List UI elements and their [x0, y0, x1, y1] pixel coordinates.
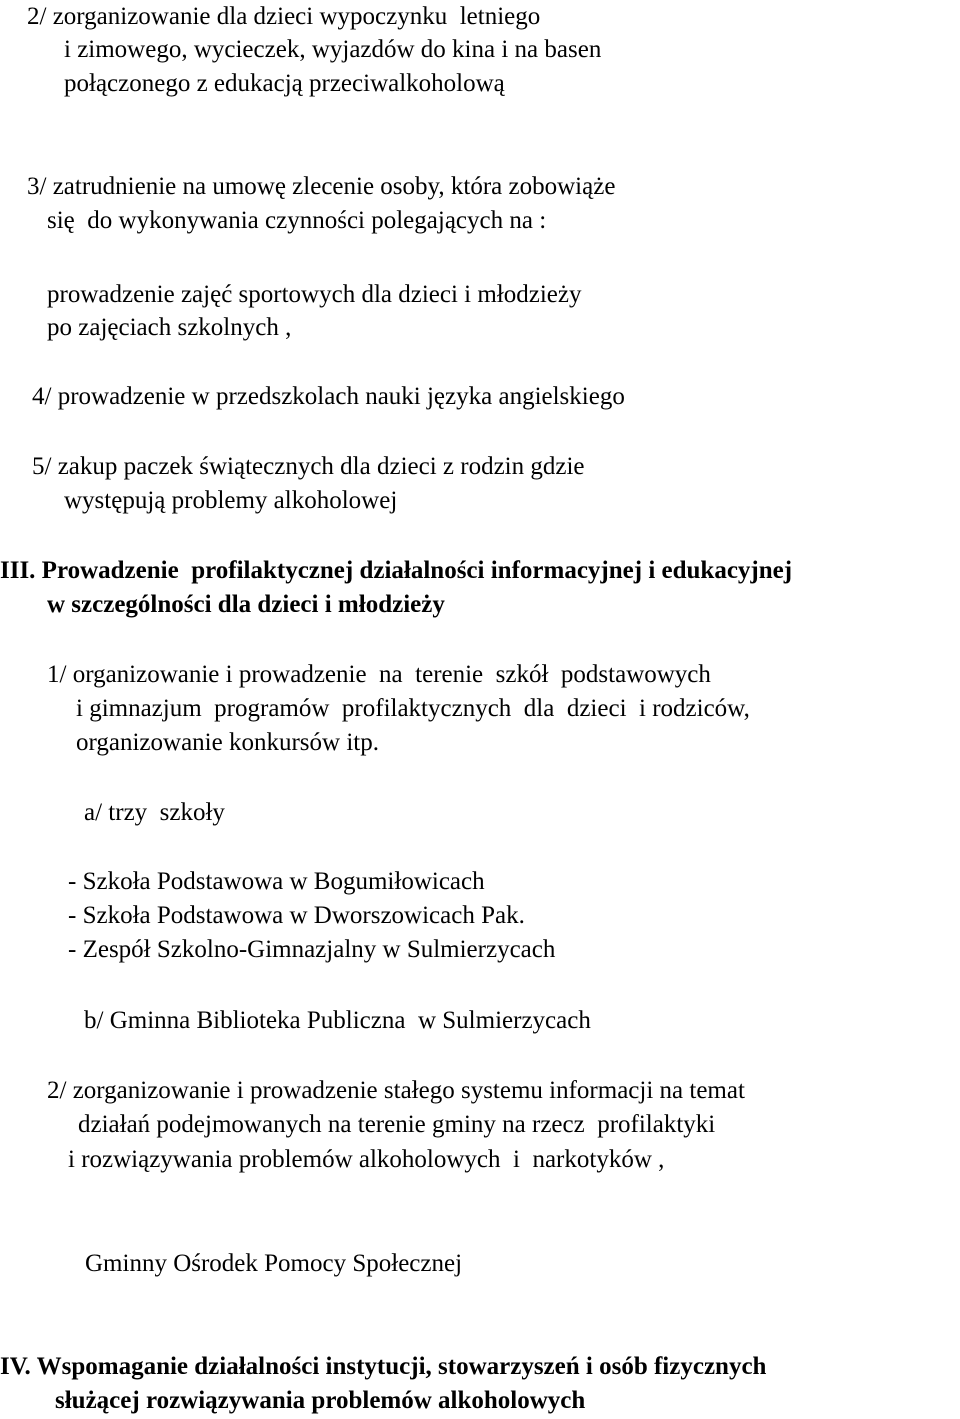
school-item: - Zespół Szkolno-Gimnazjalny w Sulmierzycach	[68, 936, 556, 963]
item-4-line: 4/ prowadzenie w przedszkolach nauki języka angielskiego	[32, 383, 625, 410]
item-2-line-3: połączonego z edukacją przeciwalkoholową	[64, 70, 505, 97]
item-3-activity-line-2: po zajęciach szkolnych ,	[47, 314, 292, 341]
sub-a-heading: a/ trzy szkoły	[84, 799, 225, 826]
section-iv-heading-line-1: IV. Wspomaganie działalności instytucji, stowarzyszeń i osób fizycznych	[0, 1353, 767, 1380]
section-iii-item-1-line-2: i gimnazjum programów profilaktycznych dla dzieci i rodziców,	[76, 695, 750, 722]
item-2-line-2: i zimowego, wycieczek, wyjazdów do kina i na basen	[64, 36, 602, 63]
school-item: - Szkoła Podstawowa w Bogumiłowicach	[68, 868, 485, 895]
item-2-line-1: 2/ zorganizowanie dla dzieci wypoczynku letniego	[27, 3, 541, 30]
section-iii-item-1-line-1: 1/ organizowanie i prowadzenie na terenie szkół podstawowych	[47, 661, 711, 688]
section-iii-item-2-line-1: 2/ zorganizowanie i prowadzenie stałego systemu informacji na temat	[47, 1077, 745, 1104]
school-item: - Szkoła Podstawowa w Dworszowicach Pak.	[68, 902, 525, 929]
item-5-line-2: występują problemy alkoholowej	[64, 487, 398, 514]
item-3-activity-line-1: prowadzenie zajęć sportowych dla dzieci i młodzieży	[47, 281, 582, 308]
section-iv-heading-line-2: służącej rozwiązywania problemów alkoholowych	[55, 1387, 586, 1414]
section-iii-item-2-line-3: i rozwiązywania problemów alkoholowych i narkotyków ,	[68, 1146, 665, 1173]
section-iii-heading-line-2: w szczególności dla dzieci i młodzieży	[47, 591, 445, 618]
item-2-executor: Gminny Ośrodek Pomocy Społecznej	[85, 1250, 463, 1277]
section-iii-heading-line-1: III. Prowadzenie profilaktycznej działalności informacyjnej i edukacyjnej	[0, 557, 793, 584]
section-iii-item-2-line-2: działań podejmowanych na terenie gminy na rzecz profilaktyki	[78, 1111, 716, 1138]
item-3-line-2: się do wykonywania czynności polegających na :	[47, 207, 547, 234]
section-iii-item-1-line-3: organizowanie konkursów itp.	[76, 729, 379, 756]
item-5-line-1: 5/ zakup paczek świątecznych dla dzieci z rodzin gdzie	[32, 453, 585, 480]
sub-b-heading: b/ Gminna Biblioteka Publiczna w Sulmierzycach	[84, 1007, 591, 1034]
item-3-line-1: 3/ zatrudnienie na umowę zlecenie osoby, która zobowiąże	[27, 173, 616, 200]
